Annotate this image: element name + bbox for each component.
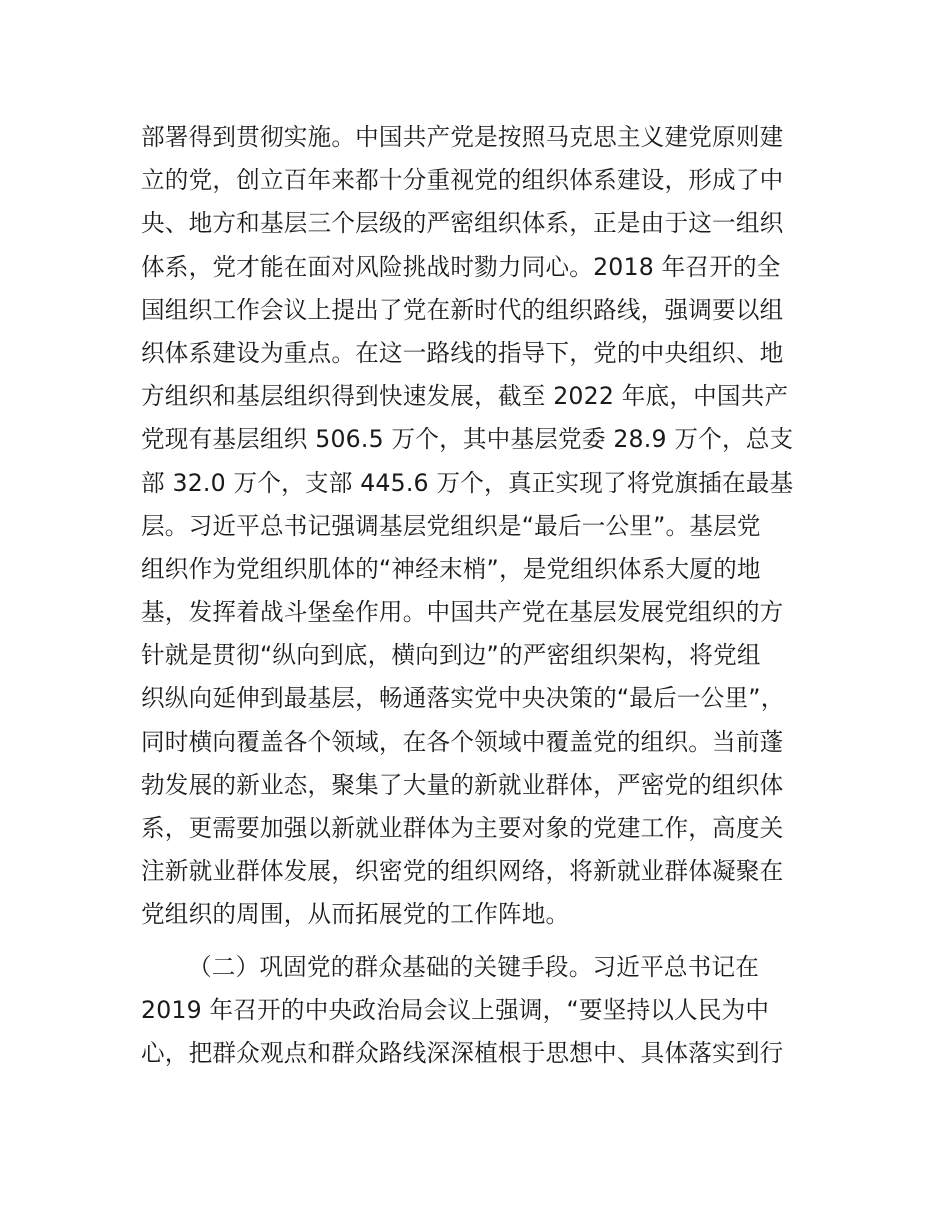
text-line: 系，更需要加强以新就业群体为主要对象的党建工作，高度关	[141, 814, 784, 842]
text-line: 针就是贯彻“纵向到底，横向到边”的严密组织架构，将党组	[141, 641, 761, 670]
text-line: 心，把群众观点和群众路线深深植根于思想中、具体落实到行	[141, 1038, 784, 1067]
text-line: 立的党，创立百年来都十分重视党的组织体系建设，形成了中	[141, 166, 784, 195]
body-text	[141, 116, 841, 1075]
text-line: 部 32.0 万个，支部 445.6 万个，真正实现了将党旗插在最基	[141, 468, 794, 497]
text-line: 党现有基层组织 506.5 万个，其中基层党委 28.9 万个，总支	[141, 425, 794, 454]
text-line: 基，发挥着战斗堡垒作用。中国共产党在基层发展党组织的方	[141, 598, 784, 627]
text-line: 层。习近平总书记强调基层党组织是“最后一公里”。基层党	[141, 511, 761, 540]
text-line: 央、地方和基层三个层级的严密组织体系，正是由于这一组织	[141, 209, 784, 238]
paragraph-gap	[141, 937, 841, 946]
text-line: 注新就业群体发展，织密党的组织网络，将新就业群体凝聚在	[141, 857, 784, 886]
text-line: 国组织工作会议上提出了党在新时代的组织路线，强调要以组	[141, 295, 784, 324]
text-line: 织体系建设为重点。在这一路线的指导下，党的中央组织、地	[141, 338, 784, 367]
text-line: 部署得到贯彻实施。中国共产党是按照马克思主义建党原则建	[141, 123, 784, 151]
text-line: 同时横向覆盖各个领域，在各个领域中覆盖党的组织。当前蓬	[141, 727, 784, 756]
text-line: 组织作为党组织肌体的“神经末梢”，是党组织体系大厦的地	[141, 554, 761, 583]
text-line: 党组织的周围，从而拓展党的工作阵地。	[141, 900, 570, 929]
text-line: 织纵向延伸到最基层，畅通落实党中央决策的“最后一公里”，	[141, 684, 785, 713]
text-line: 体系，党才能在面对风险挑战时勠力同心。2018 年召开的全	[141, 252, 781, 281]
text-line: 2019 年召开的中央政治局会议上强调，“要坚持以人民为中	[141, 995, 770, 1024]
text-line: 勃发展的新业态，聚集了大量的新就业群体，严密党的组织体	[141, 770, 784, 799]
text-line: 方组织和基层组织得到快速发展，截至 2022 年底，中国共产	[141, 382, 789, 411]
section-heading-line: （二）巩固党的群众基础的关键手段。习近平总书记在	[188, 952, 760, 981]
